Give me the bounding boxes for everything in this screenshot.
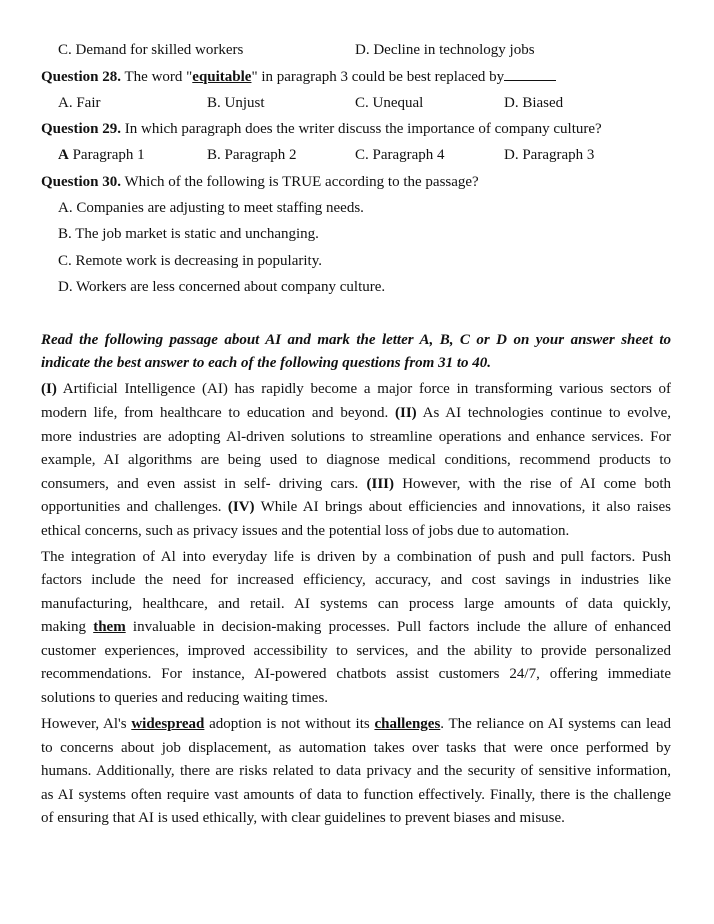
p3-line-1-text-b: adoption is not without its xyxy=(204,716,375,732)
question-28-word: equitable xyxy=(192,69,252,85)
word-widespread: widespread xyxy=(131,716,205,732)
question-29 xyxy=(41,121,714,138)
p1-line-2-text-a: modern life, from healthcare to education and beyond. xyxy=(41,405,389,421)
p1-line-2 xyxy=(41,405,671,422)
q30-option-c: C. Remote work is decreasing in popularity. xyxy=(58,253,322,269)
q29-option-a xyxy=(58,147,145,164)
p3-line-5: of ensuring that AI is used ethically, with clear guidelines to prevent biases and misuse. xyxy=(41,810,565,826)
q28-option-d: D. Biased xyxy=(504,95,564,111)
p2-line-6: recommendations. For instance, AI-powered chatbots assist customers 24/7, offering immediate xyxy=(41,666,671,682)
q29-option-a-letter: A xyxy=(58,147,69,163)
p3-line-3: humans. Additionally, there are risks related to data privacy and the security of sensitive information, xyxy=(41,763,671,779)
p1-line-4: example, AI algorithms are being used to diagnose medical conditions, recommend products to xyxy=(41,452,671,468)
q29-option-c: C. Paragraph 4 xyxy=(355,147,445,163)
marker-iv: (IV) xyxy=(227,499,255,515)
q30-option-b: B. The job market is static and unchanging. xyxy=(58,226,319,242)
q27-option-d: D. Decline in technology jobs xyxy=(355,42,535,58)
p1-line-1-text: Artificial Intelligence (AI) has rapidly become a major force in transforming various sectors of xyxy=(56,381,671,397)
p3-line-1-text-a: However, Al's xyxy=(41,716,132,732)
q29-option-a-text: Paragraph 1 xyxy=(68,147,145,163)
p2-line-7: solutions to queries and reducing waiting times. xyxy=(41,690,329,706)
q29-option-b: B. Paragraph 2 xyxy=(207,147,297,163)
answer-blank xyxy=(504,68,556,81)
p3-line-2: to concerns about job displacement, as automation takes over tasks that were once performed by xyxy=(41,740,671,756)
question-30-text: Which of the following is TRUE according to the passage? xyxy=(124,174,479,190)
p3-line-1-text-c: . The reliance on AI systems can lead xyxy=(440,716,671,732)
question-29-text: In which paragraph does the writer discuss the importance of company culture? xyxy=(124,121,602,137)
p2-line-4-text-a: making xyxy=(41,619,94,635)
question-30 xyxy=(41,174,714,191)
q27-option-c: C. Demand for skilled workers xyxy=(58,42,244,58)
marker-i: (I) xyxy=(41,381,57,397)
p2-line-4-text-b: invaluable in decision-making processes. Pull factors include the allure of enhanced xyxy=(125,619,671,635)
question-28-text-after: " in paragraph 3 could be best replaced by xyxy=(251,69,505,85)
p1-line-2-text-b: As AI technologies continue to evolve, xyxy=(416,405,671,421)
question-28 xyxy=(41,68,714,86)
p1-line-6 xyxy=(41,499,671,516)
question-29-label: Question 29. xyxy=(41,121,122,137)
question-28-label: Question 28. xyxy=(41,69,122,85)
question-28-text-before: The word " xyxy=(124,69,193,85)
marker-iii: (III) xyxy=(366,476,395,492)
p1-line-3: more industries are adopting Al-driven solutions to streamline operations and enhance services. For xyxy=(41,429,671,445)
p2-line-3: manufacturing, healthcare, and retail. AI systems can process large amounts of data quickly, xyxy=(41,596,671,612)
q28-option-a: A. Fair xyxy=(58,95,101,111)
p1-line-5 xyxy=(41,476,671,493)
p1-line-6-text-b: While AI brings about efficiencies and innovations, it also raises xyxy=(254,499,672,515)
p1-line-1 xyxy=(41,381,671,398)
instructions-line-2: indicate the best answer to each of the following questions from 31 to 40. xyxy=(41,355,492,371)
p2-line-5: customer experiences, improved accessibility to services, and the ability to provide personalized xyxy=(41,643,671,659)
q30-option-a: A. Companies are adjusting to meet staffing needs. xyxy=(58,200,364,216)
instructions-line-1: Read the following passage about AI and mark the letter A, B, C or D on your answer sheet to xyxy=(41,332,671,348)
p2-line-2: factors include the need for increased efficiency, accuracy, and cost savings in industries like xyxy=(41,572,671,588)
p2-line-4 xyxy=(41,619,671,636)
p1-line-5-text-b: However, with the rise of AI come both xyxy=(394,476,671,492)
q28-option-c: C. Unequal xyxy=(355,95,424,111)
word-them: them xyxy=(93,619,126,635)
p1-line-7: ethical concerns, such as privacy issues and the potential loss of jobs due to automation. xyxy=(41,523,570,539)
q30-option-d: D. Workers are less concerned about company culture. xyxy=(58,279,386,295)
p1-line-5-text-a: consumers, and even assist in self- driving cars. xyxy=(41,476,359,492)
p3-line-4: as AI systems often require vast amounts of data to function effectively. Finally, there is the challenge xyxy=(41,787,671,803)
q29-option-d: D. Paragraph 3 xyxy=(504,147,595,163)
question-30-label: Question 30. xyxy=(41,174,122,190)
p2-line-1: The integration of Al into everyday life is driven by a combination of push and pull factors. Push xyxy=(41,549,671,565)
marker-ii: (II) xyxy=(395,405,417,421)
p1-line-6-text-a: opportunities and challenges. xyxy=(41,499,222,515)
word-challenges: challenges xyxy=(374,716,441,732)
q28-option-b: B. Unjust xyxy=(207,95,265,111)
p3-line-1 xyxy=(41,716,671,733)
